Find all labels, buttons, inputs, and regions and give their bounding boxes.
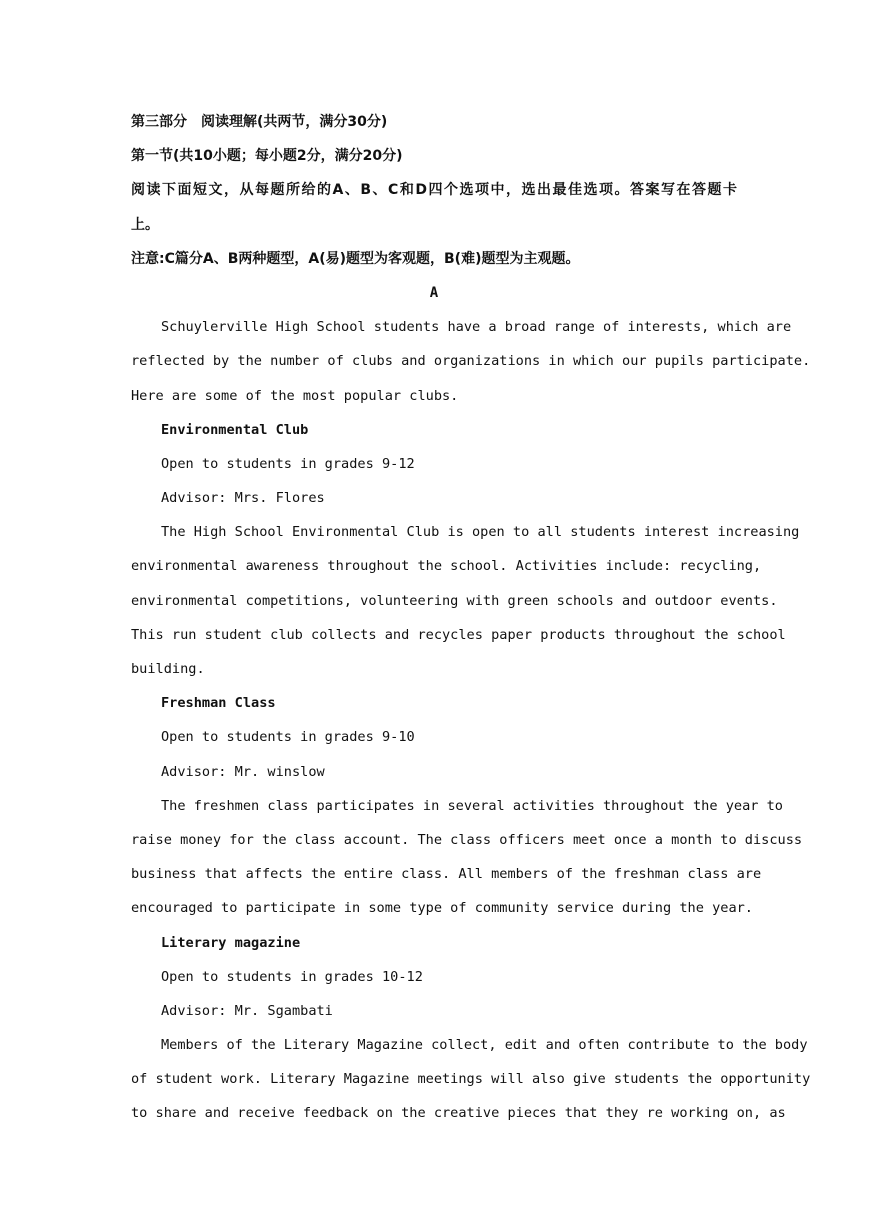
club-description-line: This run student club collects and recycles paper products throughout the school (131, 626, 786, 643)
club-name: Environmental Club (161, 421, 309, 438)
instruction-line-1: 阅读下面短文，从每题所给的A、B、C和D四个选项中，选出最佳选项。答案写在答题卡 (131, 182, 737, 199)
club-description-line: environmental competitions, volunteering with green schools and outdoor events. (131, 592, 778, 609)
intro-line: Here are some of the most popular clubs. (131, 387, 459, 404)
club-description-line: building. (131, 661, 205, 677)
club-advisor: Advisor: Mrs. Flores (161, 490, 325, 507)
intro-line: reflected by the number of clubs and organizations in which our pupils participate. (131, 353, 811, 370)
club-description-line: to share and receive feedback on the creative pieces that they re working on, as (131, 1105, 786, 1122)
club-grades: Open to students in grades 9-12 (161, 455, 415, 472)
part-title: 第三部分 阅读理解(共两节，满分30分) (131, 114, 388, 130)
club-name: Literary magazine (161, 934, 301, 951)
club-description-line: raise money for the class account. The class officers meet once a month to discuss (131, 831, 803, 848)
document-content (131, 110, 811, 1136)
club-description-line: encouraged to participate in some type of community service during the year. (131, 900, 753, 917)
club-description-line: Members of the Literary Magazine collect, edit and often contribute to the body (161, 1037, 808, 1054)
club-advisor: Advisor: Mr. winslow (161, 763, 325, 780)
club-description-line: business that affects the entire class. All members of the freshman class are (131, 866, 762, 883)
club-description-line: of student work. Literary Magazine meetings will also give students the opportunity (131, 1071, 811, 1088)
club-description-line: The High School Environmental Club is open to all students interest increasing (161, 524, 800, 541)
note: 注意:C篇分A、B两种题型，A(易)题型为客观题，B(难)题型为主观题。 (131, 250, 580, 267)
passage-label: A (429, 284, 439, 301)
club-advisor: Advisor: Mr. Sgambati (161, 1002, 333, 1019)
club-description-line: The freshmen class participates in several activities throughout the year to (161, 797, 783, 814)
intro-line: Schuylerville High School students have a broad range of interests, which are (161, 319, 792, 336)
club-name: Freshman Class (161, 695, 276, 712)
club-description-line: environmental awareness throughout the school. Activities include: recycling, (131, 558, 762, 575)
club-grades: Open to students in grades 10-12 (161, 968, 423, 985)
section-title: 第一节(共10小题；每小题2分，满分20分) (131, 148, 403, 165)
instruction-line-2: 上。 (131, 216, 159, 233)
club-grades: Open to students in grades 9-10 (161, 729, 415, 746)
